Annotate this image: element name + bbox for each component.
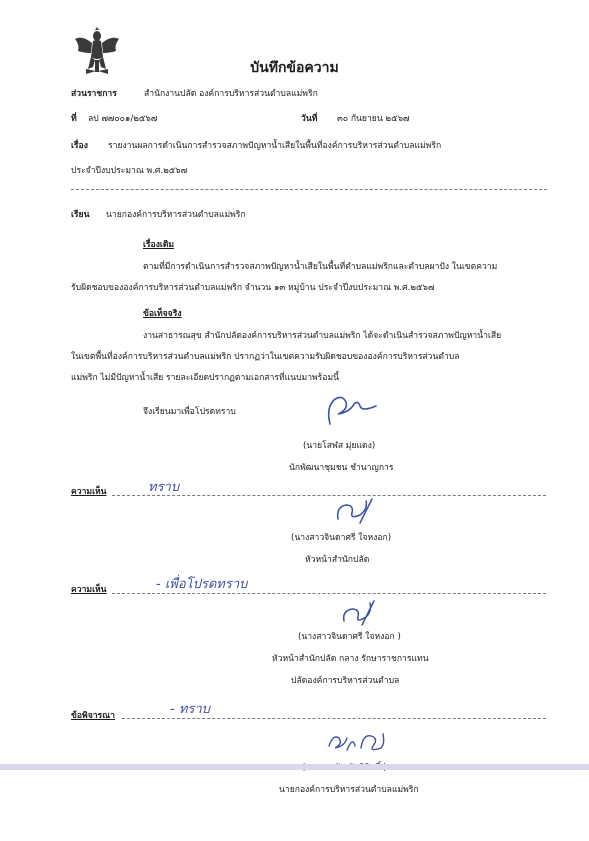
subject-label: เรื่อง — [71, 141, 88, 151]
salutation-label: เรียน — [71, 210, 90, 220]
department-label: ส่วนราชการ — [71, 89, 117, 99]
opinion-2-label: ความเห็น — [71, 585, 107, 595]
date-value: ๓๐ กันยายน ๒๕๖๗ — [337, 114, 410, 124]
memo-title: บันทึกข้อความ — [250, 60, 339, 76]
department-value: สำนักงานปลัด องค์การบริหารส่วนตำบลแม่พริก — [144, 89, 318, 99]
signer-3-position-2: ปลัดองค์การบริหารส่วนตำบล — [291, 676, 400, 686]
background-heading: เรื่องเดิม — [143, 240, 175, 250]
opinion-1-label: ความเห็น — [71, 487, 107, 497]
header-divider — [71, 189, 547, 190]
ref-label: ที่ — [71, 114, 77, 124]
signer-3-position-1: หัวหน้าสำนักปลัด กลาง รักษาราชการแทน — [272, 654, 429, 664]
bottom-band — [0, 764, 589, 770]
background-line-2: รับผิดชอบขององค์การบริหารส่วนตำบลแม่พริก จำนวน ๑๓ หมู่บ้าน ประจำปีงบประมาณ พ.ศ.๒๕๖๗ — [71, 283, 435, 293]
decision-handwriting: - ทราบ — [170, 702, 210, 717]
date-label: วันที่ — [301, 114, 318, 124]
opinion-2-handwriting: - เพื่อโปรดทราบ — [156, 577, 248, 592]
signer-1-name: (นายโสฬส มุ่ยแดง) — [303, 441, 376, 451]
facts-heading: ข้อเท็จจริง — [143, 309, 182, 319]
closing-text: จึงเรียนมาเพื่อโปรดทราบ — [143, 407, 236, 417]
signer-2-name: (นางสาวจินดาศรี ใจหงอก) — [291, 533, 392, 543]
signature-2 — [332, 497, 378, 525]
subject-line-1: รายงานผลการดำเนินการสำรวจสภาพปัญหาน้ำเสียในพื้นที่องค์การบริหารส่วนตำบลแม่พริก — [108, 141, 442, 151]
ref-value: ลป ๗๗๐๐๑/๒๕๖๗ — [88, 114, 158, 124]
background-line-1: ตามที่มีการดำเนินการสำรวจสภาพปัญหาน้ำเสียในพื้นที่ตำบลแม่พริกและตำบลผาปัง ในเขตความ — [143, 262, 498, 272]
signature-4 — [325, 728, 389, 756]
opinion-1-handwriting: ทราบ — [148, 480, 180, 495]
subject-line-2: ประจำปีงบประมาณ พ.ศ.๒๕๖๗ — [71, 166, 188, 176]
facts-line-3: แม่พริก ไม่มีปัญหาน้ำเสีย รายละเอียดปรากฏตามเอกสารที่แนบมาพร้อมนี้ — [71, 373, 339, 383]
signer-2-position: หัวหน้าสำนักปลัด — [305, 555, 370, 565]
salutation-value: นายกองค์การบริหารส่วนตำบลแม่พริก — [106, 210, 246, 220]
signer-3-name: (นางสาวจินดาศรี ใจหงอก ) — [298, 632, 401, 642]
signer-4-position: นายกองค์การบริหารส่วนตำบลแม่พริก — [279, 785, 419, 795]
facts-line-1: งานสาธารณสุข สำนักปลัดองค์การบริหารส่วนตำบลแม่พริก ได้จะดำเนินสำรวจสภาพปัญหาน้ำเสีย — [143, 331, 502, 341]
facts-line-2: ในเขตพื้นที่องค์การบริหารส่วนตำบลแม่พริก ปรากฏว่าในเขตความรับผิดชอบขององค์การบริหารส่วนตำบล — [71, 352, 460, 362]
decision-label: ข้อพิจารณา — [71, 711, 115, 721]
signature-3 — [340, 599, 380, 627]
signature-1 — [320, 394, 380, 430]
signer-1-position: นักพัฒนาชุมชน ชำนาญการ — [289, 463, 394, 473]
